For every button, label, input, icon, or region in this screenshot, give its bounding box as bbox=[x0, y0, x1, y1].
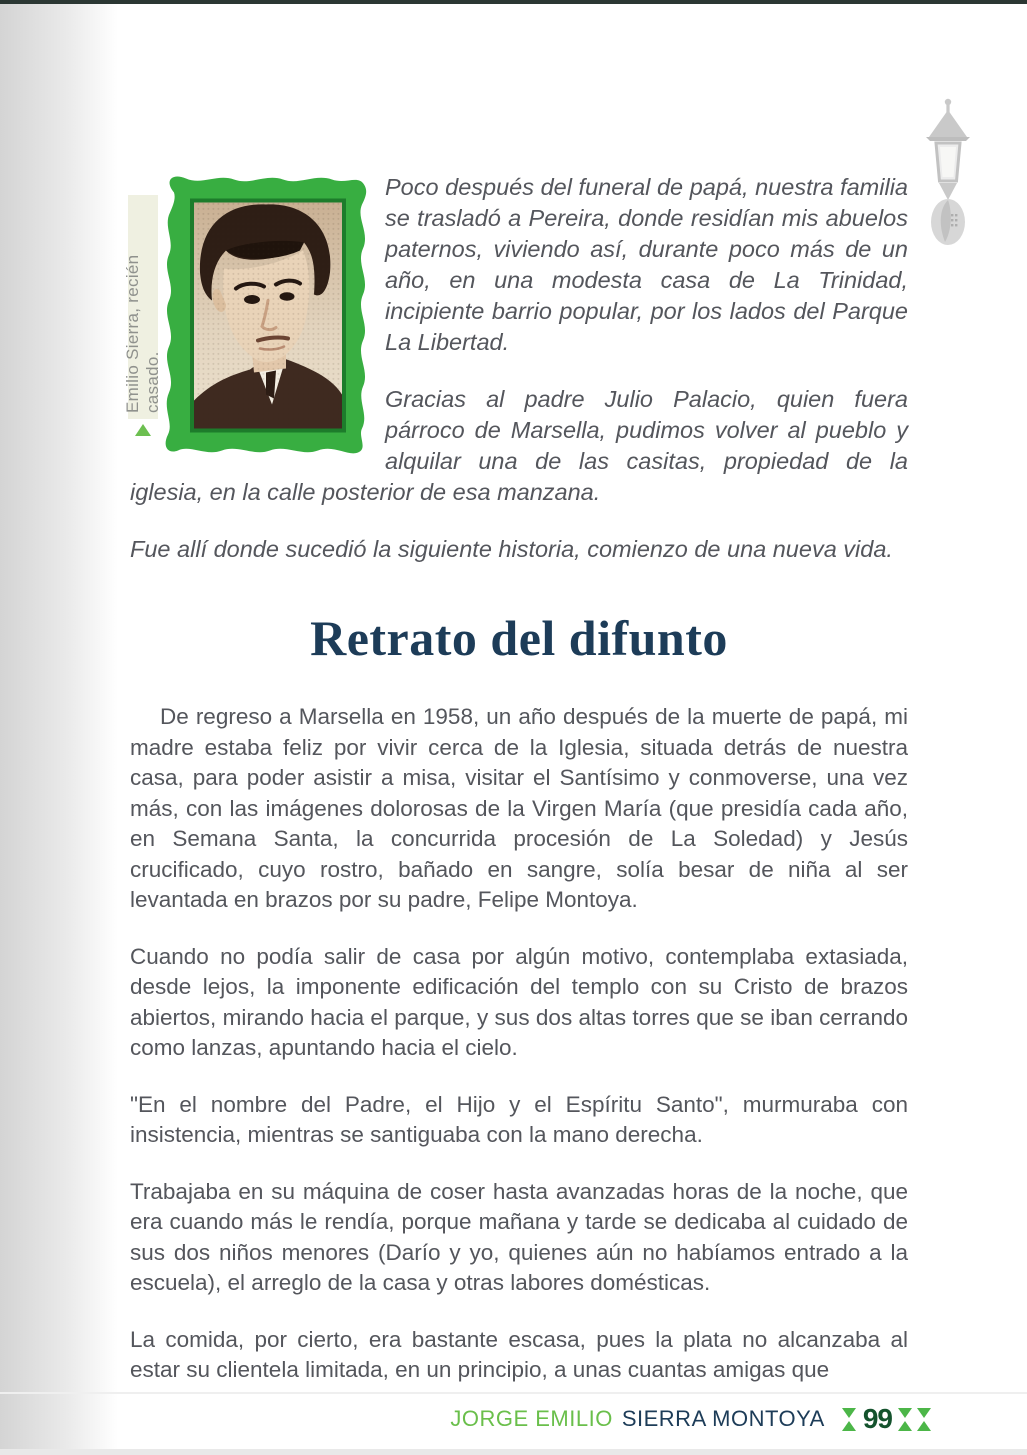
portrait-figure bbox=[123, 172, 385, 458]
book-gutter-shadow bbox=[0, 4, 118, 1455]
body-paragraph: La comida, por cierto, era bastante escasa, pues la plata no alcanzaba al estar su clientela limitada, en un principio, a unas cuantas amigas que bbox=[130, 1326, 908, 1382]
page-number-widget bbox=[842, 1403, 932, 1435]
hourglass-ornament-icon bbox=[898, 1408, 913, 1431]
body-section bbox=[130, 702, 908, 1386]
body-paragraph: "En el nombre del Padre, el Hijo y el Espíritu Santo", murmuraba con insistencia, mientras se santiguaba con la mano derecha. bbox=[130, 1091, 908, 1147]
author-first-name: JORGE EMILIO bbox=[450, 1406, 613, 1431]
portrait-caption: Emilio Sierra, recién casado. bbox=[123, 254, 162, 413]
body-paragraph: Cuando no podía salir de casa por algún motivo, contemplaba extasiada, desde lejos, la imponente edificación del templo con su Cristo de brazos abiertos, mirando hacia el parque, y sus dos altas torres que se iban cerrando como lanzas, apuntando hacia el cielo. bbox=[130, 943, 908, 1060]
page-footer bbox=[450, 1398, 932, 1440]
footer-divider bbox=[0, 1392, 1027, 1394]
page-top-edge bbox=[0, 0, 1027, 4]
triangle-up-icon bbox=[135, 424, 151, 436]
chapter-title: Retrato del difunto bbox=[310, 610, 728, 666]
portrait-photo bbox=[162, 172, 374, 458]
body-paragraph: De regreso a Marsella en 1958, un año después de la muerte de papá, mi madre estaba feliz por vivir cerca de la Iglesia, situada detrás de nuestra casa, para poder asistir a misa, visitar el Santísimo y conmoverse, una vez más, con las imágenes dolorosas de la Virgen María (que presidía cada año, en Semana Santa, la concurrida procesión de La Soledad) y Jesús crucificado, cuyo rostro, bañado en sangre, solía besar de niña al ser levantada en brazos por su padre, Felipe Montoya. bbox=[130, 704, 908, 912]
intro-paragraph: Poco después del funeral de papá, nuestra familia se trasladó a Pereira, donde residían mis abuelos paternos, viviendo así, durante poco más de un año, en una modesta casa de La Trinidad, incipiente barrio popular, por los lados del Parque La Libertad. bbox=[385, 174, 908, 355]
body-paragraph: Trabajaba en su máquina de coser hasta avanzadas horas de la noche, que era cuando más le rendía, porque mañana y tarde se dedicaba al cuidado de sus dos niños menores (Darío y yo, quienes aún no habíamos entrado a la escuela), el arreglo de la casa y otras labores domésticas. bbox=[130, 1178, 908, 1295]
intro-paragraph: Gracias al padre Julio Palacio, quien fuera párroco de Marsella, pudimos volver al pueblo y alquilar una de las casitas, propiedad de la iglesia, en la calle posterior de esa manzana. bbox=[130, 386, 908, 505]
author-last-name: SIERRA MONTOYA bbox=[621, 1406, 825, 1431]
page-bottom-edge bbox=[0, 1449, 1027, 1455]
text-column bbox=[123, 172, 908, 1412]
intro-paragraph: Fue allí donde sucedió la siguiente historia, comienzo de una nueva vida. bbox=[130, 536, 893, 562]
hourglass-ornament-icon bbox=[917, 1408, 932, 1431]
wall-lantern-icon bbox=[918, 96, 978, 256]
hourglass-ornament-icon bbox=[842, 1408, 857, 1431]
page-number: 99 bbox=[862, 1403, 892, 1434]
